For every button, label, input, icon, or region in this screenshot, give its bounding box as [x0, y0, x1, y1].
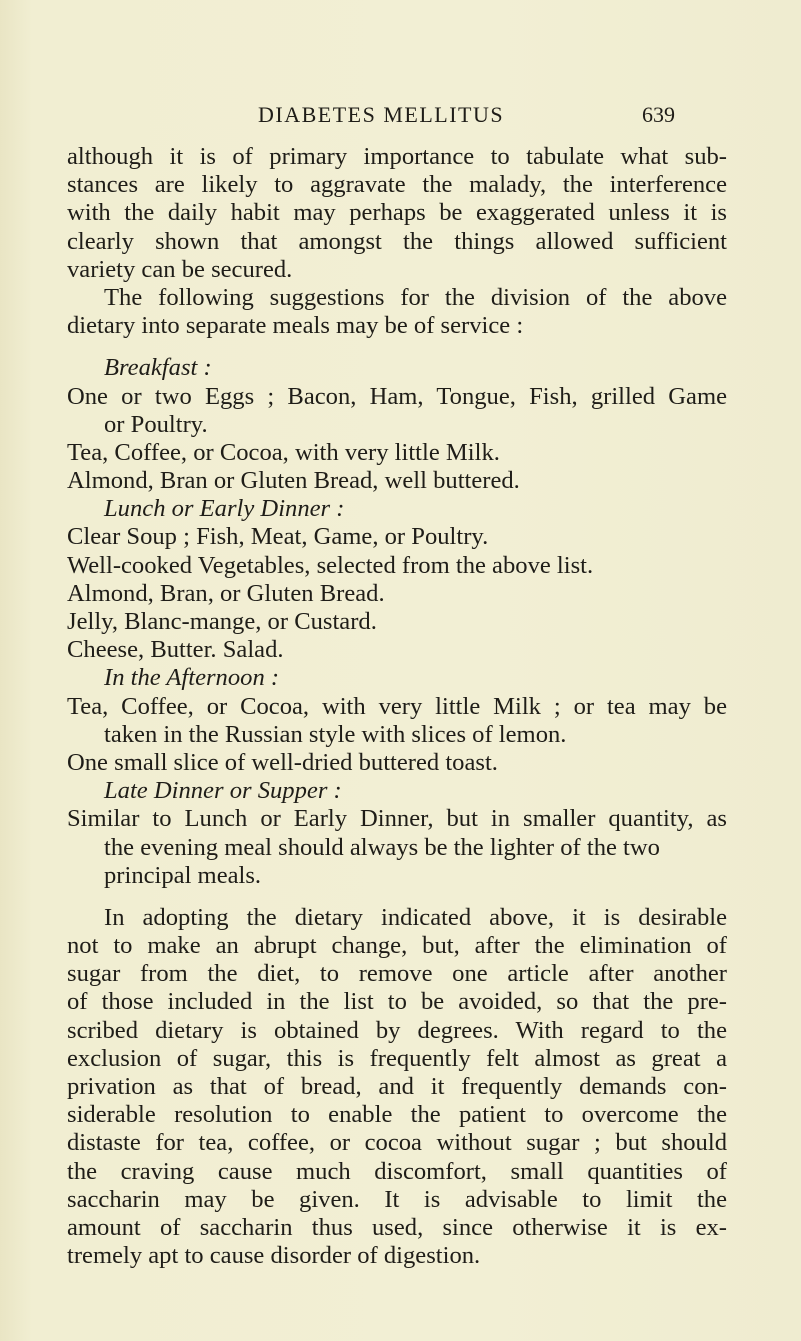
lunch-section: [67, 495, 727, 664]
menu-line: Similar to Lunch or Early Dinner, but in smaller quantity, as: [67, 805, 727, 833]
menu-line: Cheese, Butter. Salad.: [67, 636, 284, 664]
text-line: of those included in the list to be avoided, so that the pre-: [67, 988, 727, 1016]
menu-line: or Poultry.: [104, 410, 208, 438]
paragraph-2: [67, 284, 727, 340]
menu-line: Clear Soup ; Fish, Meat, Game, or Poultry.: [67, 523, 489, 551]
menu-line: Tea, Coffee, or Cocoa, with very little Milk ; or tea may be: [67, 692, 727, 720]
afternoon-heading: In the Afternoon :: [104, 664, 280, 692]
text-line: tremely apt to cause disorder of digestion.: [67, 1242, 481, 1270]
text-line: not to make an abrupt change, but, after the elimination of: [67, 932, 727, 960]
menu-line: One small slice of well-dried buttered toast.: [67, 748, 498, 776]
menu-line: taken in the Russian style with slices of lemon.: [104, 720, 567, 748]
text-line: dietary into separate meals may be of service :: [67, 312, 524, 340]
afternoon-section: [67, 664, 727, 777]
paragraph-3: [67, 904, 727, 1270]
text-line: distaste for tea, coffee, or cocoa without sugar ; but should: [67, 1129, 727, 1157]
text-line: In adopting the dietary indicated above, it is desirable: [104, 903, 727, 931]
text-line: although it is of primary importance to tabulate what sub-: [67, 143, 727, 170]
lunch-heading: Lunch or Early Dinner :: [104, 495, 345, 523]
supper-heading: Late Dinner or Supper :: [104, 777, 342, 805]
menu-line: principal meals.: [104, 861, 262, 889]
text-line: the craving cause much discomfort, small quantities of: [67, 1157, 727, 1185]
page-header: [0, 102, 801, 132]
menu-line: the evening meal should always be the lighter of the two: [104, 833, 660, 861]
body-text: [67, 143, 727, 1270]
breakfast-section: [67, 354, 727, 495]
menu-line: Well-cooked Vegetables, selected from the above list.: [67, 551, 594, 579]
menu-line: Almond, Bran or Gluten Bread, well buttered.: [67, 467, 520, 495]
text-line: privation as that of bread, and it frequently demands con-: [67, 1073, 727, 1100]
supper-section: [67, 777, 727, 890]
text-line: amount of saccharin thus used, since otherwise it is ex-: [67, 1213, 727, 1241]
text-line: siderable resolution to enable the patient to overcome the: [67, 1101, 727, 1129]
text-line: saccharin may be given. It is advisable to limit the: [67, 1185, 727, 1213]
text-line: variety can be secured.: [67, 255, 293, 283]
text-line: exclusion of sugar, this is frequently felt almost as great a: [67, 1044, 727, 1072]
text-line: stances are likely to aggravate the malady, the interference: [67, 171, 727, 199]
text-line: clearly shown that amongst the things allowed sufficient: [67, 227, 727, 255]
menu-line: Jelly, Blanc-mange, or Custard.: [67, 608, 377, 635]
menu-line: Almond, Bran, or Gluten Bread.: [67, 579, 385, 607]
breakfast-heading: Breakfast :: [104, 354, 212, 382]
text-line: sugar from the diet, to remove one article after another: [67, 960, 727, 988]
menu-line: One or two Eggs ; Bacon, Ham, Tongue, Fish, grilled Game: [67, 382, 727, 410]
page-number: 639: [642, 102, 675, 127]
text-line: with the daily habit may perhaps be exaggerated unless it is: [67, 199, 727, 227]
menu-line: Tea, Coffee, or Cocoa, with very little Milk.: [67, 438, 500, 466]
paragraph-1: [67, 143, 727, 284]
running-title: DIABETES MELLITUS: [258, 102, 505, 127]
text-line: The following suggestions for the division of the above: [104, 283, 727, 311]
text-line: scribed dietary is obtained by degrees. With regard to the: [67, 1016, 727, 1044]
